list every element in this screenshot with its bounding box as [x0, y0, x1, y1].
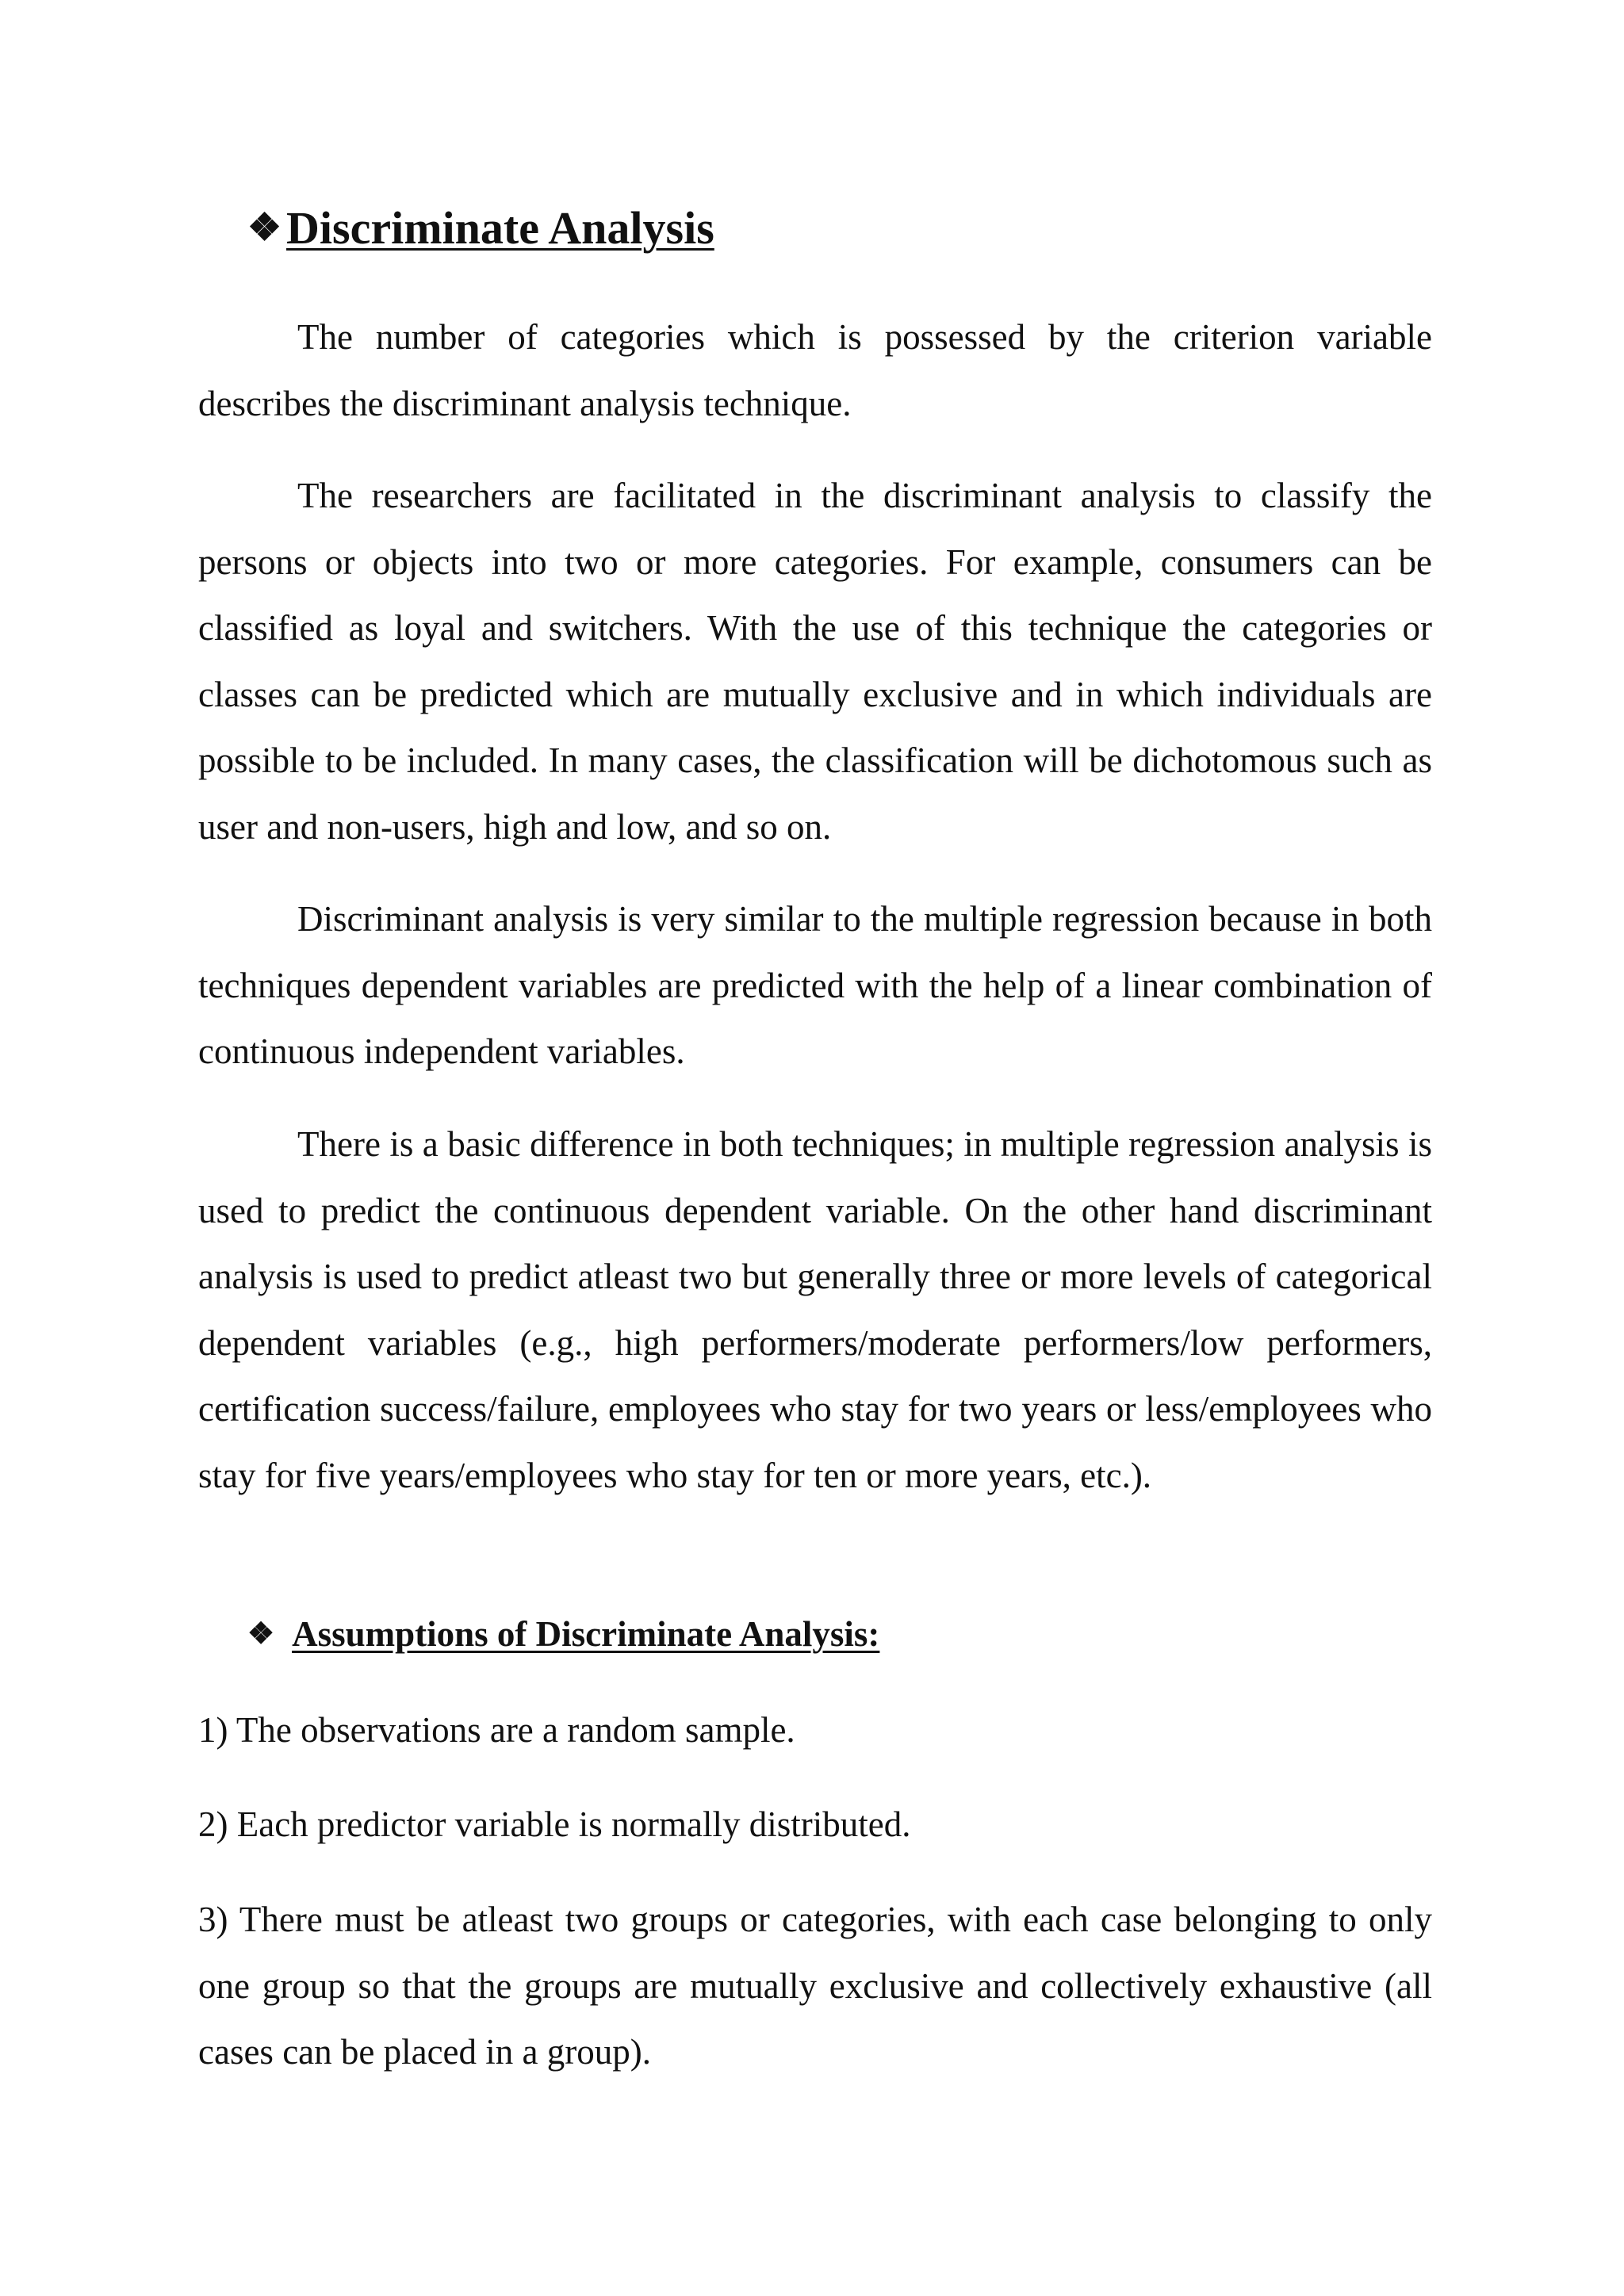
assumption-item-2: 2) Each predictor variable is normally distributed. [198, 1804, 911, 1844]
diamond-bullet-icon: ❖ [247, 207, 282, 249]
paragraph-4: There is a basic difference in both techniques; in multiple regression analysis is used to predict the continuous dependent variable. On the other hand discriminant analysis is used to predict atleast two but generally three or more levels of categorical dependent variables (e.g., high performers/moderate performers/low performers, certification success/failure, employees who stay for two years or less/employees who stay for five years/employees who stay for ten or more years, etc.). [198, 1124, 1432, 1495]
paragraph-1: The number of categories which is possessed by the criterion variable describes the discriminant analysis technique. [198, 317, 1432, 423]
section-heading [247, 197, 714, 260]
paragraph-2: The researchers are facilitated in the discriminant analysis to classify the persons or objects into two or more categories. For example, consumers can be classified as loyal and switchers. With the use of this technique the categories or classes can be predicted which are mutually exclusive and in which individuals are possible to be included. In many cases, the classification will be dichotomous such as user and non-users, high and low, and so on. [198, 476, 1432, 847]
section-heading-title: Discriminate Analysis [286, 202, 714, 254]
assumption-item-3: 3) There must be atleast two groups or categories, with each case belonging to only one group so that the groups are mutually exclusive and collectively exhaustive (all cases can be placed in a group). [198, 1900, 1432, 2072]
assumption-item-1: 1) The observations are a random sample. [198, 1710, 795, 1750]
assumptions-heading [247, 1601, 879, 1667]
assumptions-heading-title: Assumptions of Discriminate Analysis: [292, 1614, 880, 1654]
diamond-bullet-icon: ❖ [247, 1617, 275, 1651]
paragraph-3: Discriminant analysis is very similar to the multiple regression because in both techniques dependent variables are predicted with the help of a linear combination of continuous independent variables. [198, 899, 1432, 1071]
